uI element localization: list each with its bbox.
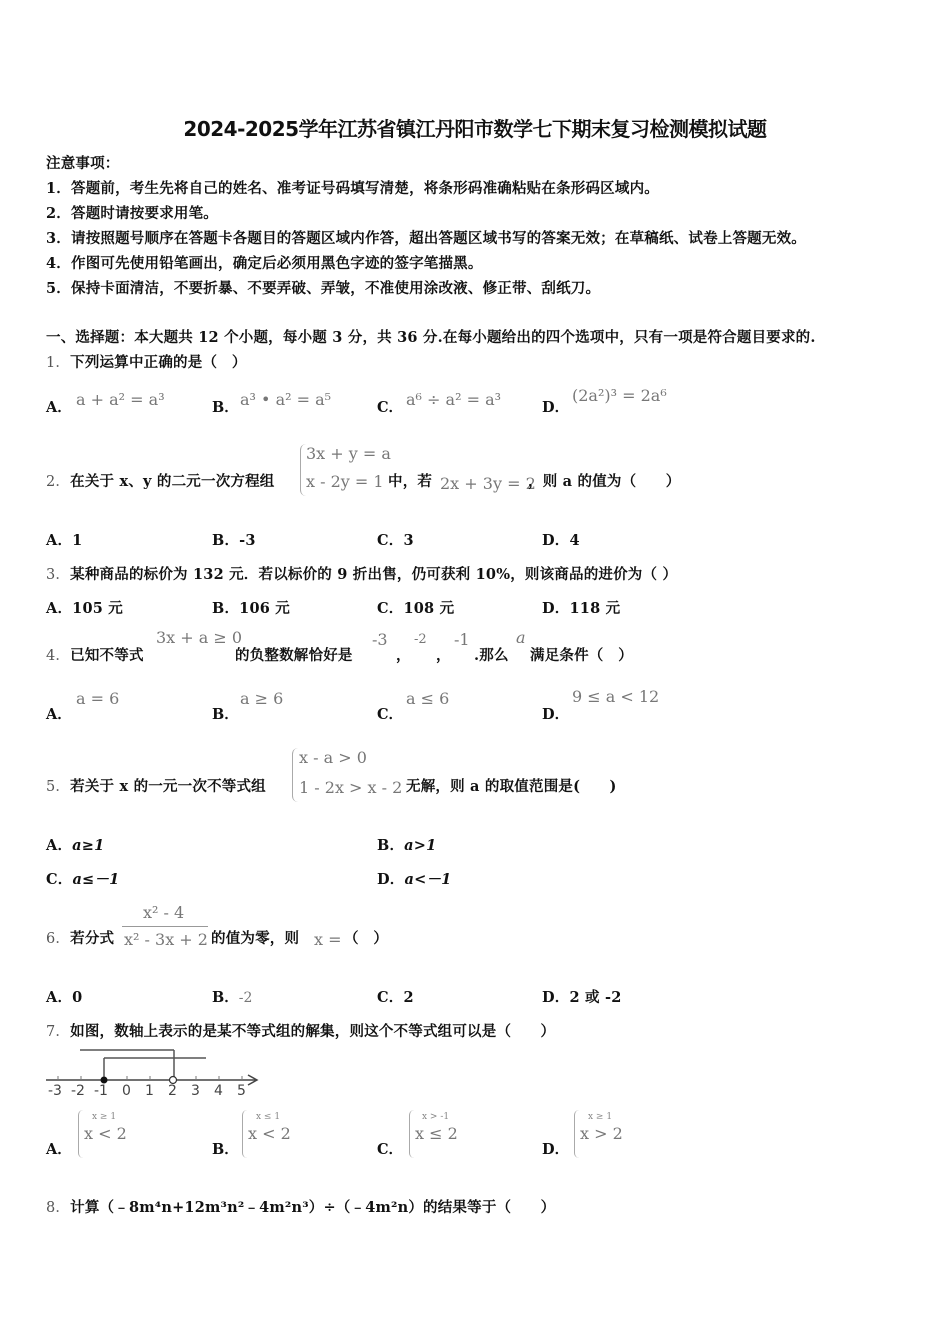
q7-option-d-bottom: x > 2 bbox=[580, 1124, 623, 1143]
question-stem: 下列运算中正确的是（ ） bbox=[70, 354, 247, 371]
q7-option-a-bottom: x < 2 bbox=[84, 1124, 127, 1143]
option-text: a<－1 bbox=[404, 871, 452, 888]
question-2 bbox=[46, 470, 275, 491]
q7-option-a-top: x ≥ 1 bbox=[92, 1112, 117, 1122]
q4-solution-2: -2 bbox=[414, 632, 427, 647]
q7-option-d-top: x ≥ 1 bbox=[588, 1112, 613, 1122]
q4-solution-1: -3 bbox=[372, 630, 388, 649]
option-label: A． bbox=[46, 706, 72, 723]
option-text: 108 元 bbox=[403, 600, 455, 617]
q2-system-line-1: 3x + y = a bbox=[306, 444, 391, 463]
option-text: 0 bbox=[72, 989, 83, 1006]
q4-option-b-math: a ≥ 6 bbox=[240, 689, 284, 708]
option-label: C． bbox=[377, 1141, 404, 1158]
q4-stem-post-2: 满足条件（ ） bbox=[530, 647, 633, 664]
option-text: 1 bbox=[72, 532, 83, 549]
q4-stem-mid: 的负整数解恰好是 bbox=[235, 647, 353, 664]
q1-option-c-math: a⁶ ÷ a² = a³ bbox=[406, 390, 502, 409]
option-label: D． bbox=[542, 399, 570, 416]
q4-sep-1: ， bbox=[396, 647, 411, 664]
q2-stem-post: ，则 a 的值为（ ） bbox=[528, 473, 681, 490]
q5-stem-post: 无解，则 a 的取值范围是( ) bbox=[406, 778, 617, 795]
q6-stem-post: （ ） bbox=[344, 930, 389, 947]
q6-denominator: x² - 3x + 2 bbox=[124, 930, 208, 949]
option-label: B． bbox=[212, 1141, 239, 1158]
option-label: D． bbox=[542, 706, 570, 723]
q7-option-b[interactable] bbox=[212, 1138, 239, 1159]
q4-option-a[interactable] bbox=[46, 703, 72, 724]
option-text: 3 bbox=[403, 532, 414, 549]
option-text: a>1 bbox=[404, 837, 437, 854]
question-3 bbox=[46, 563, 677, 584]
question-stem: 在关于 x、y 的二元一次方程组 bbox=[70, 473, 275, 490]
question-4 bbox=[46, 644, 144, 665]
q2-option-c[interactable] bbox=[377, 529, 414, 550]
option-text: 2 bbox=[403, 989, 414, 1006]
q2-option-a[interactable] bbox=[46, 529, 82, 550]
option-label: B． bbox=[212, 989, 239, 1006]
q2-condition: 2x + 3y = 2 bbox=[440, 474, 536, 493]
question-number: 3． bbox=[46, 567, 71, 583]
q3-option-a[interactable] bbox=[46, 597, 123, 618]
question-stem: 若分式 bbox=[70, 930, 115, 947]
question-number: 7． bbox=[46, 1024, 71, 1040]
tick-label: -3 bbox=[48, 1083, 62, 1099]
option-label: C． bbox=[46, 871, 73, 888]
option-label: B． bbox=[377, 837, 405, 854]
system-brace bbox=[409, 1110, 414, 1158]
q3-option-c[interactable] bbox=[377, 597, 454, 618]
fraction-bar bbox=[122, 926, 208, 927]
option-label: D． bbox=[542, 600, 570, 617]
option-label: B． bbox=[212, 600, 240, 617]
q4-option-c[interactable] bbox=[377, 703, 403, 724]
q1-option-a[interactable] bbox=[46, 396, 72, 417]
q1-option-d[interactable] bbox=[542, 396, 569, 417]
option-text: 2 或 -2 bbox=[569, 989, 622, 1006]
option-label: B． bbox=[212, 399, 239, 416]
option-label: D． bbox=[542, 989, 570, 1006]
option-label: A． bbox=[46, 600, 73, 617]
q4-sep-2: ， bbox=[436, 647, 451, 664]
option-text: 105 元 bbox=[72, 600, 123, 617]
tick-label: 0 bbox=[122, 1083, 131, 1099]
question-number: 2． bbox=[46, 474, 71, 490]
option-label: C． bbox=[377, 989, 404, 1006]
option-label: A． bbox=[46, 837, 73, 854]
q1-option-c[interactable] bbox=[377, 396, 403, 417]
notice-item-3: 3．请按照题号顺序在答题卡各题目的答题区域内作答，超出答题区域书写的答案无效；在草稿纸、试卷上答题无效。 bbox=[46, 230, 806, 247]
question-number: 1． bbox=[46, 355, 71, 371]
q7-option-b-bottom: x < 2 bbox=[248, 1124, 291, 1143]
q5-option-b[interactable] bbox=[377, 834, 436, 855]
notice-item-1: 1．答题前，考生先将自己的姓名、准考证号码填写清楚，将条形码准确粘贴在条形码区域内。 bbox=[46, 180, 659, 197]
option-text: a≤－1 bbox=[72, 871, 120, 888]
question-number: 4． bbox=[46, 648, 71, 664]
system-brace bbox=[574, 1110, 579, 1158]
q4-option-b[interactable] bbox=[212, 703, 239, 724]
system-brace bbox=[242, 1110, 247, 1158]
question-stem: 某种商品的标价为 132 元．若以标价的 9 折出售，仍可获利 10%，则该商品的进价为（ ） bbox=[70, 566, 678, 583]
question-5 bbox=[46, 775, 266, 796]
q6-option-c[interactable] bbox=[377, 986, 414, 1007]
q4-option-d[interactable] bbox=[542, 703, 569, 724]
q2-stem-mid: 中，若 bbox=[388, 473, 433, 490]
q7-option-a[interactable] bbox=[46, 1138, 72, 1159]
q5-option-d[interactable] bbox=[377, 868, 451, 889]
q5-option-c[interactable] bbox=[46, 868, 119, 889]
page-title: 2024-2025学年江苏省镇江丹阳市数学七下期末复习检测模拟试题 bbox=[183, 117, 767, 141]
option-text: 106 元 bbox=[239, 600, 290, 617]
option-label: D． bbox=[377, 871, 405, 888]
system-brace bbox=[78, 1110, 83, 1158]
question-stem: 已知不等式 bbox=[70, 647, 144, 664]
q4-option-a-math: a = 6 bbox=[76, 689, 120, 708]
question-7 bbox=[46, 1020, 555, 1041]
option-label: A． bbox=[46, 1141, 72, 1158]
q2-option-b[interactable] bbox=[212, 529, 256, 550]
tick-label: 4 bbox=[214, 1083, 223, 1099]
notice-item-5: 5．保持卡面清洁，不要折暴、不要弄破、弄皱，不准使用涂改液、修正带、刮纸刀。 bbox=[46, 280, 601, 297]
notice-item-2: 2．答题时请按要求用笔。 bbox=[46, 205, 218, 222]
question-number: 6． bbox=[46, 931, 71, 947]
q3-option-d[interactable] bbox=[542, 597, 620, 618]
option-text: a≥1 bbox=[72, 837, 105, 854]
tick-label: -1 bbox=[94, 1083, 108, 1099]
number-line-figure bbox=[44, 1046, 264, 1104]
q6-option-d[interactable] bbox=[542, 986, 621, 1007]
system-brace bbox=[292, 748, 298, 802]
q4-var: a bbox=[516, 628, 526, 647]
q1-option-b-math: a³ • a² = a⁵ bbox=[240, 390, 332, 409]
tick-label: 2 bbox=[168, 1083, 177, 1099]
option-label: B． bbox=[212, 706, 239, 723]
q6-numerator: x² - 4 bbox=[143, 903, 185, 922]
q4-stem-post-1: .那么 bbox=[474, 647, 509, 664]
option-label: A． bbox=[46, 532, 73, 549]
q1-option-a-math: a + a² = a³ bbox=[76, 390, 165, 409]
q4-option-c-math: a ≤ 6 bbox=[406, 689, 450, 708]
q5-option-a[interactable] bbox=[46, 834, 104, 855]
q6-stem-mid: 的值为零，则 bbox=[211, 930, 300, 947]
q6-expr: x = bbox=[314, 930, 342, 949]
q7-option-d[interactable] bbox=[542, 1138, 569, 1159]
option-text: -3 bbox=[239, 532, 256, 549]
tick-label: 3 bbox=[191, 1083, 200, 1099]
section-heading: 一、选择题：本大题共 12 个小题，每小题 3 分，共 36 分.在每小题给出的四个选项中，只有一项是符合题目要求的. bbox=[46, 329, 816, 346]
q6-option-a[interactable] bbox=[46, 986, 82, 1007]
q6-option-b[interactable] bbox=[212, 986, 252, 1007]
option-label: A． bbox=[46, 989, 73, 1006]
q7-option-c-bottom: x ≤ 2 bbox=[415, 1124, 458, 1143]
q5-system-line-2: 1 - 2x > x - 2 bbox=[299, 778, 403, 797]
q1-option-b[interactable] bbox=[212, 396, 239, 417]
notice-item-4: 4．作图可先使用铅笔画出，确定后必须用黑色字迹的签字笔描黑。 bbox=[46, 255, 483, 272]
q4-inequality: 3x + a ≥ 0 bbox=[156, 628, 243, 647]
q7-option-c[interactable] bbox=[377, 1138, 403, 1159]
option-text: 4 bbox=[569, 532, 580, 549]
q2-system-line-2: x - 2y = 1 bbox=[306, 472, 384, 491]
question-stem: 若关于 x 的一元一次不等式组 bbox=[70, 778, 266, 795]
option-label: B． bbox=[212, 532, 240, 549]
tick-label: 1 bbox=[145, 1083, 154, 1099]
tick-label: 5 bbox=[237, 1083, 246, 1099]
question-stem: 如图，数轴上表示的是某不等式组的解集，则这个不等式组可以是（ ） bbox=[70, 1023, 556, 1040]
q7-option-b-top: x ≤ 1 bbox=[256, 1112, 281, 1122]
notice-heading: 注意事项： bbox=[46, 155, 120, 172]
option-label: C． bbox=[377, 706, 404, 723]
q2-option-d[interactable] bbox=[542, 529, 580, 550]
q7-option-c-top: x > -1 bbox=[422, 1112, 450, 1122]
question-8 bbox=[46, 1196, 555, 1217]
question-stem: 计算（﹣8m⁴n+12m³n²﹣4m²n³）÷（﹣4m²n）的结果等于（ ） bbox=[70, 1199, 556, 1216]
q4-solution-3: -1 bbox=[454, 630, 470, 649]
question-1 bbox=[46, 351, 247, 372]
q1-option-d-math: (2a²)³ = 2a⁶ bbox=[572, 386, 667, 405]
q3-option-b[interactable] bbox=[212, 597, 290, 618]
option-label: D． bbox=[542, 1141, 570, 1158]
question-6 bbox=[46, 927, 114, 948]
q4-option-d-math: 9 ≤ a < 12 bbox=[572, 687, 660, 706]
question-number: 5． bbox=[46, 779, 71, 795]
question-number: 8． bbox=[46, 1200, 71, 1216]
q5-system-line-1: x - a > 0 bbox=[299, 748, 367, 767]
option-label: C． bbox=[377, 399, 404, 416]
option-label: C． bbox=[377, 532, 404, 549]
option-text: -2 bbox=[238, 990, 253, 1006]
option-label: D． bbox=[542, 532, 570, 549]
option-text: 118 元 bbox=[569, 600, 621, 617]
option-label: A． bbox=[46, 399, 72, 416]
tick-label: -2 bbox=[71, 1083, 85, 1099]
option-label: C． bbox=[377, 600, 404, 617]
